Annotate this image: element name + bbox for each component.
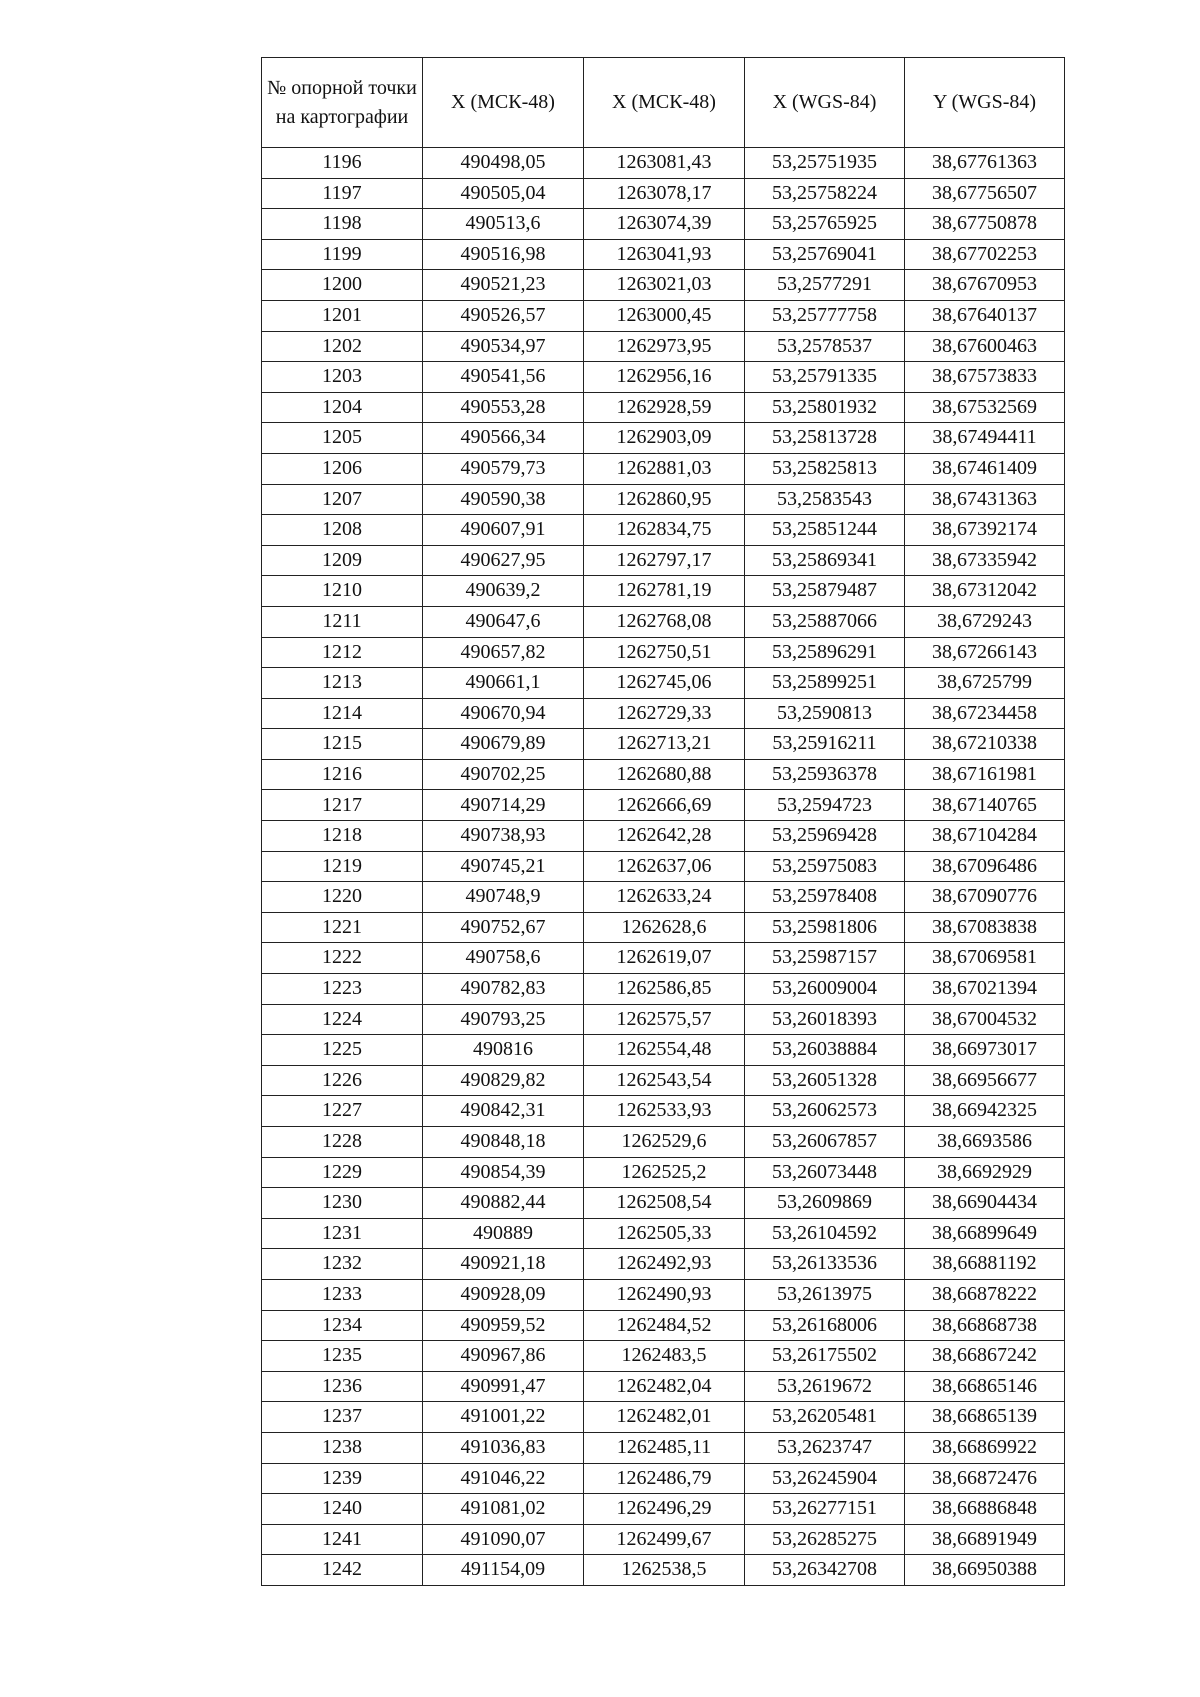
cell-y-wgs84: 38,67392174: [905, 515, 1065, 546]
cell-y-wgs84: 38,66867242: [905, 1341, 1065, 1372]
cell-x-msk48-second: 1262928,59: [584, 392, 745, 423]
cell-x-msk48-second: 1262745,06: [584, 668, 745, 699]
cell-x-msk48: 490959,52: [423, 1310, 584, 1341]
cell-y-wgs84: 38,6725799: [905, 668, 1065, 699]
table-row: [262, 1555, 1065, 1586]
cell-x-msk48-second: 1262538,5: [584, 1555, 745, 1586]
cell-x-msk48: 490679,89: [423, 729, 584, 760]
header-x-msk48-second: X (МСК-48): [584, 58, 745, 148]
table-row: [262, 729, 1065, 760]
cell-point-number: 1215: [262, 729, 423, 760]
header-x-wgs84: X (WGS-84): [745, 58, 905, 148]
table-header: [262, 58, 1065, 148]
cell-y-wgs84: 38,66899649: [905, 1218, 1065, 1249]
table-row: [262, 851, 1065, 882]
cell-point-number: 1230: [262, 1188, 423, 1219]
table-row: [262, 392, 1065, 423]
cell-x-wgs84: 53,26051328: [745, 1065, 905, 1096]
cell-x-wgs84: 53,26038884: [745, 1035, 905, 1066]
cell-y-wgs84: 38,67161981: [905, 759, 1065, 790]
cell-x-msk48: 490816: [423, 1035, 584, 1066]
cell-x-msk48-second: 1262529,6: [584, 1127, 745, 1158]
cell-point-number: 1225: [262, 1035, 423, 1066]
table-row: [262, 1494, 1065, 1525]
cell-point-number: 1198: [262, 209, 423, 240]
cell-y-wgs84: 38,6693586: [905, 1127, 1065, 1158]
cell-x-msk48: 490928,09: [423, 1279, 584, 1310]
cell-point-number: 1226: [262, 1065, 423, 1096]
cell-point-number: 1196: [262, 148, 423, 179]
cell-x-msk48: 491036,83: [423, 1432, 584, 1463]
table-row: [262, 300, 1065, 331]
cell-x-wgs84: 53,2619672: [745, 1371, 905, 1402]
cell-point-number: 1217: [262, 790, 423, 821]
cell-point-number: 1209: [262, 545, 423, 576]
table-row: [262, 453, 1065, 484]
cell-x-wgs84: 53,26168006: [745, 1310, 905, 1341]
cell-x-wgs84: 53,25765925: [745, 209, 905, 240]
cell-x-wgs84: 53,2577291: [745, 270, 905, 301]
cell-point-number: 1204: [262, 392, 423, 423]
cell-point-number: 1238: [262, 1432, 423, 1463]
cell-x-msk48-second: 1262586,85: [584, 974, 745, 1005]
cell-x-msk48-second: 1262499,67: [584, 1524, 745, 1555]
cell-point-number: 1201: [262, 300, 423, 331]
cell-y-wgs84: 38,67750878: [905, 209, 1065, 240]
cell-x-msk48: 490516,98: [423, 239, 584, 270]
cell-x-wgs84: 53,25936378: [745, 759, 905, 790]
cell-x-msk48: 490921,18: [423, 1249, 584, 1280]
cell-point-number: 1205: [262, 423, 423, 454]
cell-y-wgs84: 38,67312042: [905, 576, 1065, 607]
cell-y-wgs84: 38,67335942: [905, 545, 1065, 576]
cell-x-msk48-second: 1262485,11: [584, 1432, 745, 1463]
cell-x-wgs84: 53,25825813: [745, 453, 905, 484]
cell-x-wgs84: 53,25851244: [745, 515, 905, 546]
cell-x-wgs84: 53,26133536: [745, 1249, 905, 1280]
cell-point-number: 1199: [262, 239, 423, 270]
cell-point-number: 1214: [262, 698, 423, 729]
cell-y-wgs84: 38,67090776: [905, 882, 1065, 913]
cell-y-wgs84: 38,66973017: [905, 1035, 1065, 1066]
table-row: [262, 912, 1065, 943]
cell-y-wgs84: 38,66878222: [905, 1279, 1065, 1310]
cell-x-msk48: 490714,29: [423, 790, 584, 821]
cell-x-wgs84: 53,25969428: [745, 821, 905, 852]
table-row: [262, 545, 1065, 576]
cell-x-msk48-second: 1263078,17: [584, 178, 745, 209]
cell-y-wgs84: 38,67431363: [905, 484, 1065, 515]
table-row: [262, 423, 1065, 454]
cell-x-msk48: 490702,25: [423, 759, 584, 790]
cell-x-msk48: 490882,44: [423, 1188, 584, 1219]
table-row: [262, 576, 1065, 607]
cell-x-msk48-second: 1262834,75: [584, 515, 745, 546]
cell-x-wgs84: 53,25801932: [745, 392, 905, 423]
cell-x-msk48-second: 1262508,54: [584, 1188, 745, 1219]
cell-x-wgs84: 53,26175502: [745, 1341, 905, 1372]
cell-x-msk48: 491081,02: [423, 1494, 584, 1525]
cell-x-msk48: 490647,6: [423, 606, 584, 637]
cell-x-wgs84: 53,25791335: [745, 362, 905, 393]
cell-point-number: 1222: [262, 943, 423, 974]
cell-x-msk48-second: 1262750,51: [584, 637, 745, 668]
cell-x-wgs84: 53,2578537: [745, 331, 905, 362]
cell-y-wgs84: 38,67140765: [905, 790, 1065, 821]
coordinates-table: [261, 57, 1065, 1586]
cell-x-msk48-second: 1262642,28: [584, 821, 745, 852]
cell-x-msk48-second: 1262666,69: [584, 790, 745, 821]
cell-x-msk48: 490534,97: [423, 331, 584, 362]
cell-x-wgs84: 53,26009004: [745, 974, 905, 1005]
table-body: [262, 148, 1065, 1586]
table-row: [262, 1096, 1065, 1127]
cell-x-msk48: 490991,47: [423, 1371, 584, 1402]
cell-x-wgs84: 53,25751935: [745, 148, 905, 179]
cell-x-msk48: 490782,83: [423, 974, 584, 1005]
cell-x-msk48-second: 1262633,24: [584, 882, 745, 913]
table-row: [262, 1341, 1065, 1372]
cell-x-msk48-second: 1262483,5: [584, 1341, 745, 1372]
cell-x-wgs84: 53,26062573: [745, 1096, 905, 1127]
cell-y-wgs84: 38,6692929: [905, 1157, 1065, 1188]
cell-x-wgs84: 53,25777758: [745, 300, 905, 331]
cell-point-number: 1197: [262, 178, 423, 209]
cell-x-msk48: 490752,67: [423, 912, 584, 943]
cell-x-msk48-second: 1262903,09: [584, 423, 745, 454]
cell-point-number: 1219: [262, 851, 423, 882]
cell-x-msk48-second: 1262713,21: [584, 729, 745, 760]
cell-x-wgs84: 53,2594723: [745, 790, 905, 821]
cell-x-msk48-second: 1262628,6: [584, 912, 745, 943]
cell-x-msk48: 490848,18: [423, 1127, 584, 1158]
table-row: [262, 1004, 1065, 1035]
cell-y-wgs84: 38,67532569: [905, 392, 1065, 423]
cell-x-msk48-second: 1262973,95: [584, 331, 745, 362]
cell-x-msk48: 490738,93: [423, 821, 584, 852]
cell-point-number: 1237: [262, 1402, 423, 1433]
table-row: [262, 1065, 1065, 1096]
table-row: [262, 1279, 1065, 1310]
cell-x-msk48-second: 1263074,39: [584, 209, 745, 240]
table-row: [262, 637, 1065, 668]
cell-y-wgs84: 38,67096486: [905, 851, 1065, 882]
cell-point-number: 1227: [262, 1096, 423, 1127]
cell-x-wgs84: 53,25975083: [745, 851, 905, 882]
cell-y-wgs84: 38,67104284: [905, 821, 1065, 852]
cell-x-wgs84: 53,25887066: [745, 606, 905, 637]
table-row: [262, 270, 1065, 301]
cell-x-msk48: 490670,94: [423, 698, 584, 729]
cell-x-msk48-second: 1262781,19: [584, 576, 745, 607]
header-y-wgs84: Y (WGS-84): [905, 58, 1065, 148]
cell-x-msk48: 490745,21: [423, 851, 584, 882]
cell-point-number: 1200: [262, 270, 423, 301]
cell-x-wgs84: 53,25879487: [745, 576, 905, 607]
cell-x-wgs84: 53,25981806: [745, 912, 905, 943]
cell-x-wgs84: 53,26073448: [745, 1157, 905, 1188]
table-row: [262, 1127, 1065, 1158]
cell-point-number: 1207: [262, 484, 423, 515]
cell-x-wgs84: 53,25978408: [745, 882, 905, 913]
table-row: [262, 1463, 1065, 1494]
cell-y-wgs84: 38,67761363: [905, 148, 1065, 179]
cell-x-msk48: 490498,05: [423, 148, 584, 179]
cell-x-msk48: 490521,23: [423, 270, 584, 301]
cell-y-wgs84: 38,67069581: [905, 943, 1065, 974]
cell-x-msk48: 490639,2: [423, 576, 584, 607]
table-row: [262, 1218, 1065, 1249]
cell-x-msk48: 490758,6: [423, 943, 584, 974]
cell-point-number: 1232: [262, 1249, 423, 1280]
table-row: [262, 1249, 1065, 1280]
cell-point-number: 1239: [262, 1463, 423, 1494]
header-row: [262, 58, 1065, 148]
cell-point-number: 1233: [262, 1279, 423, 1310]
cell-x-msk48: 490553,28: [423, 392, 584, 423]
cell-point-number: 1228: [262, 1127, 423, 1158]
cell-point-number: 1231: [262, 1218, 423, 1249]
cell-x-msk48-second: 1262619,07: [584, 943, 745, 974]
cell-point-number: 1213: [262, 668, 423, 699]
cell-x-msk48-second: 1263081,43: [584, 148, 745, 179]
cell-y-wgs84: 38,67756507: [905, 178, 1065, 209]
cell-point-number: 1211: [262, 606, 423, 637]
table-row: [262, 668, 1065, 699]
cell-x-msk48: 490967,86: [423, 1341, 584, 1372]
table-row: [262, 943, 1065, 974]
cell-x-msk48: 491001,22: [423, 1402, 584, 1433]
table-row: [262, 209, 1065, 240]
cell-x-msk48-second: 1262496,29: [584, 1494, 745, 1525]
cell-x-wgs84: 53,2623747: [745, 1432, 905, 1463]
cell-x-msk48-second: 1262554,48: [584, 1035, 745, 1066]
table-row: [262, 515, 1065, 546]
cell-x-msk48-second: 1262525,2: [584, 1157, 745, 1188]
cell-x-msk48-second: 1262482,04: [584, 1371, 745, 1402]
table-row: [262, 759, 1065, 790]
cell-y-wgs84: 38,67494411: [905, 423, 1065, 454]
cell-y-wgs84: 38,66869922: [905, 1432, 1065, 1463]
table-row: [262, 1432, 1065, 1463]
cell-x-wgs84: 53,26245904: [745, 1463, 905, 1494]
cell-y-wgs84: 38,67573833: [905, 362, 1065, 393]
table-row: [262, 1188, 1065, 1219]
cell-x-msk48-second: 1262860,95: [584, 484, 745, 515]
cell-y-wgs84: 38,67670953: [905, 270, 1065, 301]
table-row: [262, 362, 1065, 393]
cell-y-wgs84: 38,66904434: [905, 1188, 1065, 1219]
cell-x-msk48-second: 1262768,08: [584, 606, 745, 637]
cell-point-number: 1212: [262, 637, 423, 668]
cell-point-number: 1223: [262, 974, 423, 1005]
cell-point-number: 1242: [262, 1555, 423, 1586]
table-row: [262, 1310, 1065, 1341]
cell-x-msk48: 490505,04: [423, 178, 584, 209]
cell-point-number: 1241: [262, 1524, 423, 1555]
cell-x-wgs84: 53,25987157: [745, 943, 905, 974]
cell-x-msk48-second: 1263021,03: [584, 270, 745, 301]
cell-point-number: 1235: [262, 1341, 423, 1372]
cell-x-wgs84: 53,25869341: [745, 545, 905, 576]
cell-x-msk48: 490541,56: [423, 362, 584, 393]
cell-y-wgs84: 38,67210338: [905, 729, 1065, 760]
cell-y-wgs84: 38,66891949: [905, 1524, 1065, 1555]
cell-x-wgs84: 53,26205481: [745, 1402, 905, 1433]
cell-point-number: 1203: [262, 362, 423, 393]
cell-x-msk48-second: 1262484,52: [584, 1310, 745, 1341]
table-row: [262, 1524, 1065, 1555]
table-row: [262, 790, 1065, 821]
header-point-number: № опорной точки на картографии: [262, 58, 423, 148]
cell-x-msk48-second: 1262729,33: [584, 698, 745, 729]
cell-point-number: 1234: [262, 1310, 423, 1341]
table-row: [262, 1157, 1065, 1188]
cell-point-number: 1236: [262, 1371, 423, 1402]
cell-x-msk48: 490607,91: [423, 515, 584, 546]
table-row: [262, 148, 1065, 179]
cell-y-wgs84: 38,66942325: [905, 1096, 1065, 1127]
cell-y-wgs84: 38,66886848: [905, 1494, 1065, 1525]
cell-x-wgs84: 53,2609869: [745, 1188, 905, 1219]
cell-x-wgs84: 53,25896291: [745, 637, 905, 668]
cell-y-wgs84: 38,67702253: [905, 239, 1065, 270]
cell-x-wgs84: 53,26277151: [745, 1494, 905, 1525]
cell-y-wgs84: 38,66865139: [905, 1402, 1065, 1433]
cell-x-wgs84: 53,26342708: [745, 1555, 905, 1586]
cell-y-wgs84: 38,67266143: [905, 637, 1065, 668]
cell-x-msk48-second: 1262505,33: [584, 1218, 745, 1249]
cell-x-wgs84: 53,25813728: [745, 423, 905, 454]
cell-x-wgs84: 53,25899251: [745, 668, 905, 699]
cell-x-msk48-second: 1262492,93: [584, 1249, 745, 1280]
cell-x-wgs84: 53,26104592: [745, 1218, 905, 1249]
cell-x-msk48: 490748,9: [423, 882, 584, 913]
cell-point-number: 1210: [262, 576, 423, 607]
cell-x-wgs84: 53,26067857: [745, 1127, 905, 1158]
cell-x-msk48: 490513,6: [423, 209, 584, 240]
cell-point-number: 1218: [262, 821, 423, 852]
cell-x-msk48-second: 1262956,16: [584, 362, 745, 393]
table-row: [262, 882, 1065, 913]
cell-y-wgs84: 38,67004532: [905, 1004, 1065, 1035]
cell-y-wgs84: 38,67600463: [905, 331, 1065, 362]
cell-y-wgs84: 38,66881192: [905, 1249, 1065, 1280]
cell-x-msk48-second: 1262797,17: [584, 545, 745, 576]
cell-point-number: 1220: [262, 882, 423, 913]
cell-x-msk48-second: 1263041,93: [584, 239, 745, 270]
cell-x-msk48: 491046,22: [423, 1463, 584, 1494]
header-x-msk48: X (МСК-48): [423, 58, 584, 148]
cell-point-number: 1206: [262, 453, 423, 484]
cell-x-msk48-second: 1262486,79: [584, 1463, 745, 1494]
cell-x-msk48: 490661,1: [423, 668, 584, 699]
cell-x-msk48: 491090,07: [423, 1524, 584, 1555]
cell-x-msk48-second: 1262533,93: [584, 1096, 745, 1127]
table-row: [262, 821, 1065, 852]
cell-y-wgs84: 38,67461409: [905, 453, 1065, 484]
cell-point-number: 1221: [262, 912, 423, 943]
cell-x-wgs84: 53,2613975: [745, 1279, 905, 1310]
cell-y-wgs84: 38,66872476: [905, 1463, 1065, 1494]
cell-x-msk48-second: 1262490,93: [584, 1279, 745, 1310]
cell-x-msk48-second: 1262482,01: [584, 1402, 745, 1433]
table-row: [262, 1371, 1065, 1402]
cell-y-wgs84: 38,66865146: [905, 1371, 1065, 1402]
table-row: [262, 484, 1065, 515]
cell-x-wgs84: 53,2583543: [745, 484, 905, 515]
cell-y-wgs84: 38,67021394: [905, 974, 1065, 1005]
cell-x-wgs84: 53,2590813: [745, 698, 905, 729]
cell-x-msk48: 490590,38: [423, 484, 584, 515]
cell-point-number: 1240: [262, 1494, 423, 1525]
cell-y-wgs84: 38,67234458: [905, 698, 1065, 729]
cell-y-wgs84: 38,6729243: [905, 606, 1065, 637]
cell-x-wgs84: 53,26018393: [745, 1004, 905, 1035]
cell-point-number: 1216: [262, 759, 423, 790]
cell-point-number: 1229: [262, 1157, 423, 1188]
cell-x-msk48: 490526,57: [423, 300, 584, 331]
cell-y-wgs84: 38,67640137: [905, 300, 1065, 331]
cell-x-msk48: 490627,95: [423, 545, 584, 576]
cell-x-wgs84: 53,25916211: [745, 729, 905, 760]
cell-x-wgs84: 53,26285275: [745, 1524, 905, 1555]
table-row: [262, 974, 1065, 1005]
cell-x-msk48-second: 1262637,06: [584, 851, 745, 882]
table-row: [262, 698, 1065, 729]
cell-x-msk48: 490889: [423, 1218, 584, 1249]
cell-y-wgs84: 38,66956677: [905, 1065, 1065, 1096]
cell-x-msk48-second: 1262543,54: [584, 1065, 745, 1096]
cell-x-msk48: 490842,31: [423, 1096, 584, 1127]
table-row: [262, 606, 1065, 637]
cell-y-wgs84: 38,66950388: [905, 1555, 1065, 1586]
cell-x-msk48: 490829,82: [423, 1065, 584, 1096]
cell-point-number: 1202: [262, 331, 423, 362]
cell-x-msk48: 490566,34: [423, 423, 584, 454]
cell-y-wgs84: 38,67083838: [905, 912, 1065, 943]
cell-x-msk48: 490657,82: [423, 637, 584, 668]
cell-x-msk48: 490793,25: [423, 1004, 584, 1035]
cell-x-wgs84: 53,25758224: [745, 178, 905, 209]
cell-x-wgs84: 53,25769041: [745, 239, 905, 270]
table-row: [262, 1402, 1065, 1433]
cell-y-wgs84: 38,66868738: [905, 1310, 1065, 1341]
table-row: [262, 1035, 1065, 1066]
table-row: [262, 178, 1065, 209]
cell-x-msk48-second: 1262680,88: [584, 759, 745, 790]
table-row: [262, 239, 1065, 270]
cell-x-msk48: 491154,09: [423, 1555, 584, 1586]
cell-x-msk48-second: 1262881,03: [584, 453, 745, 484]
table-row: [262, 331, 1065, 362]
cell-point-number: 1208: [262, 515, 423, 546]
cell-x-msk48-second: 1262575,57: [584, 1004, 745, 1035]
cell-x-msk48: 490579,73: [423, 453, 584, 484]
cell-point-number: 1224: [262, 1004, 423, 1035]
cell-x-msk48: 490854,39: [423, 1157, 584, 1188]
cell-x-msk48-second: 1263000,45: [584, 300, 745, 331]
